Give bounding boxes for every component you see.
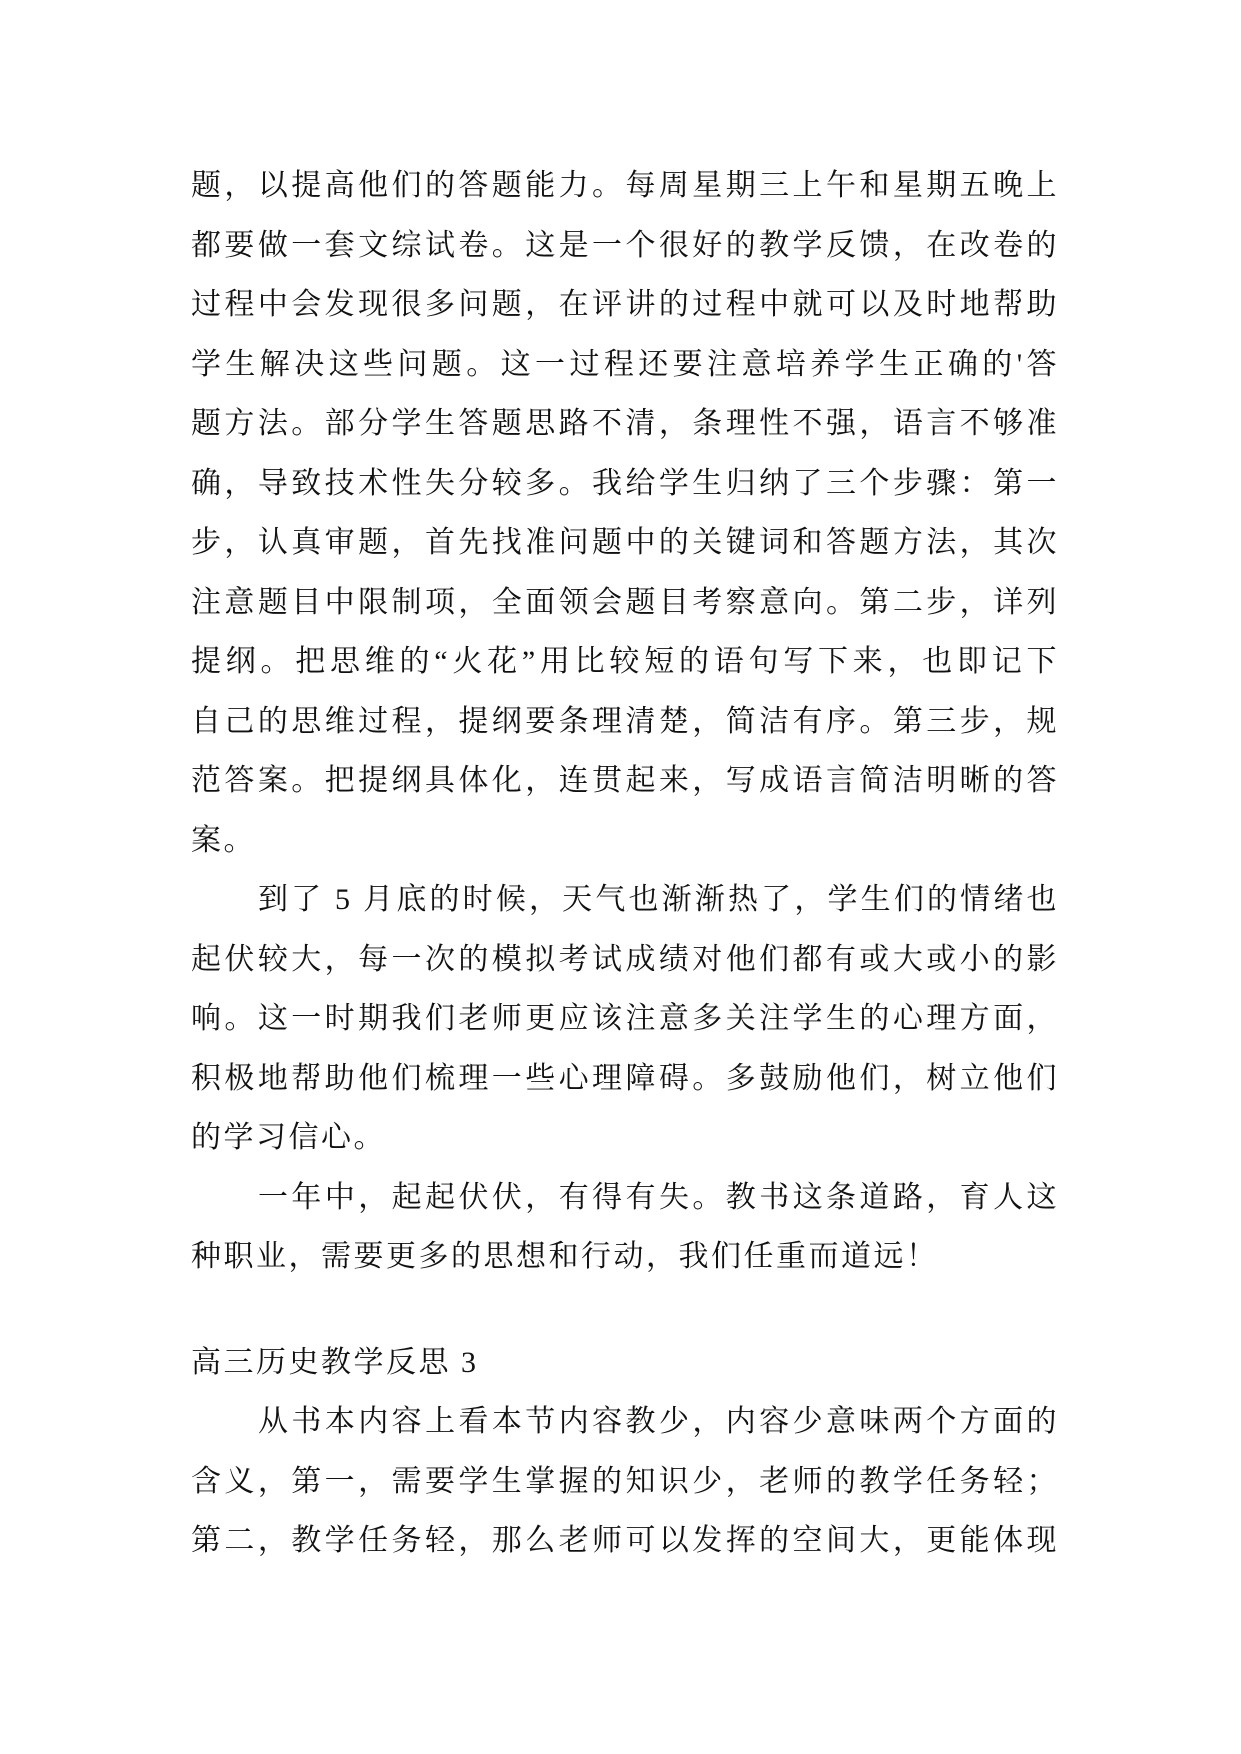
text-line: 范答案。把提纲具体化，连贯起来，写成语言简洁明晰的答 — [191, 764, 1059, 797]
text-line: 都要做一套文综试卷。这是一个很好的教学反馈，在改卷的 — [191, 228, 1059, 262]
text-line: 响。这一时期我们老师更应该注意多关注学生的心理方面， — [191, 1002, 1059, 1035]
text-line: 注意题目中限制项，全面领会题目考察意向。第二步，详列 — [191, 585, 1059, 619]
document-body — [191, 156, 1059, 1571]
text-line: 题方法。部分学生答题思路不清，条理性不强，语言不够准 — [191, 407, 1059, 440]
text-line: 从书本内容上看本节内容教少，内容少意味两个方面的 — [258, 1405, 1059, 1438]
text-line: 过程中会发现很多问题，在评讲的过程中就可以及时地帮助 — [191, 288, 1059, 321]
text-line: 积极地帮助他们梳理一些心理障碍。多鼓励他们，树立他们 — [191, 1061, 1059, 1095]
text-line: 到了 5 月底的时候，天气也渐渐热了，学生们的情绪也 — [258, 883, 1059, 916]
text-line: 一年中，起起伏伏，有得有失。教书这条道路，育人这 — [258, 1180, 1059, 1214]
section-title: 高三历史教学反思 3 — [191, 1345, 479, 1379]
text-line: 自己的思维过程，提纲要条理清楚，简洁有序。第三步，规 — [191, 704, 1059, 738]
text-line: 第二，教学任务轻，那么老师可以发挥的空间大，更能体现 — [191, 1524, 1059, 1557]
text-line: 种职业，需要更多的思想和行动，我们任重而道远！ — [191, 1240, 939, 1273]
text-line: 提纲。把思维的“火花”用比较短的语句写下来，也即记下 — [191, 645, 1059, 678]
text-line: 学生解决这些问题。这一过程还要注意培养学生正确的'答 — [191, 347, 1059, 381]
text-line: 的学习信心。 — [191, 1121, 386, 1154]
paragraph — [191, 1392, 1059, 1571]
text-line: 含义，第一，需要学生掌握的知识少，老师的教学任务轻； — [191, 1464, 1059, 1498]
text-line: 起伏较大，每一次的模拟考试成绩对他们都有或大或小的影 — [191, 942, 1059, 976]
paragraph — [191, 156, 1059, 870]
text-line: 步，认真审题，首先找准问题中的关键词和答题方法，其次 — [191, 526, 1059, 559]
paragraph — [191, 870, 1059, 1168]
text-line: 案。 — [191, 823, 256, 857]
text-line: 题，以提高他们的答题能力。每周星期三上午和星期五晚上 — [191, 169, 1059, 202]
paragraph — [191, 1168, 1059, 1287]
text-line: 确，导致技术性失分较多。我给学生归纳了三个步骤：第一 — [191, 466, 1059, 500]
